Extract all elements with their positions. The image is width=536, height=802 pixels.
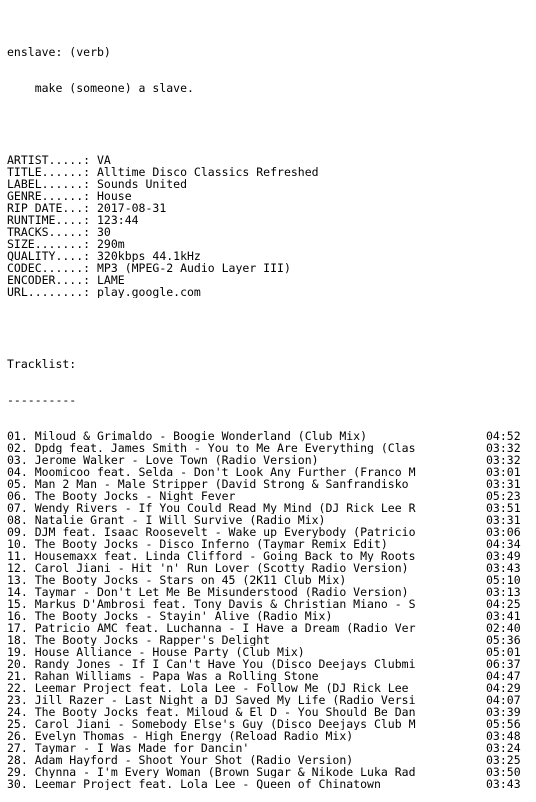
track-duration: 04:47 xyxy=(486,670,521,682)
track-row xyxy=(7,550,529,562)
track-duration: 03:48 xyxy=(486,730,521,742)
track-title: 16. The Booty Jocks - Stayin' Alive (Radio Mix) xyxy=(7,610,333,622)
release-info-line: RIP DATE...: 2017-08-31 xyxy=(7,202,167,214)
track-title: 27. Taymar - I Was Made for Dancin' xyxy=(7,742,250,754)
track-title: 18. The Booty Jocks - Rapper's Delight xyxy=(7,634,271,646)
track-title: 09. DJM feat. Isaac Roosevelt - Wake up Everybody (Patricio xyxy=(7,526,416,538)
track-title: 19. House Alliance - House Party (Club Mix) xyxy=(7,646,305,658)
track-duration: 03:32 xyxy=(486,454,521,466)
track-title: 24. The Booty Jocks feat. Miloud & El D - You Should Be Dan xyxy=(7,706,416,718)
track-title: 11. Housemaxx feat. Linda Clifford - Going Back to My Roots xyxy=(7,550,416,562)
release-info-line: RUNTIME....: 123:44 xyxy=(7,214,139,226)
track-row xyxy=(7,538,529,550)
track-row xyxy=(7,634,529,646)
track-duration: 04:07 xyxy=(486,694,521,706)
track-title: 01. Miloud & Grimaldo - Boogie Wonderland (Club Mix) xyxy=(7,430,368,442)
release-info-line: TRACKS.....: 30 xyxy=(7,226,111,238)
track-row xyxy=(7,670,529,682)
track-row xyxy=(7,502,529,514)
track-title: 08. Natalie Grant - I Will Survive (Radio Mix) xyxy=(7,514,326,526)
track-title: 28. Adam Hayford - Shoot Your Shot (Radio Version) xyxy=(7,754,354,766)
track-title: 15. Markus D'Ambrosi feat. Tony Davis & Christian Miano - S xyxy=(7,598,416,610)
track-duration: 03:51 xyxy=(486,502,521,514)
track-duration: 05:01 xyxy=(486,646,521,658)
spacer xyxy=(7,118,529,130)
track-title: 07. Wendy Rivers - If You Could Read My Mind (DJ Rick Lee R xyxy=(7,502,416,514)
track-title: 14. Taymar - Don't Let Me Be Misunderstood (Radio Version) xyxy=(7,586,409,598)
track-title: 12. Carol Jiani - Hit 'n' Run Lover (Scotty Radio Version) xyxy=(7,562,409,574)
track-row xyxy=(7,598,529,610)
track-title: 04. Moomicoo feat. Selda - Don't Look Any Further (Franco M xyxy=(7,466,416,478)
track-duration: 04:34 xyxy=(486,538,521,550)
track-row xyxy=(7,526,529,538)
track-duration: 03:25 xyxy=(486,754,521,766)
release-info-line: SIZE.......: 290m xyxy=(7,238,125,250)
definition-line-2: make (someone) a slave. xyxy=(7,82,194,94)
track-title: 05. Man 2 Man - Male Stripper (David Strong & Sanfrandisko xyxy=(7,478,409,490)
track-duration: 06:37 xyxy=(486,658,521,670)
track-row xyxy=(7,754,529,766)
track-duration: 03:50 xyxy=(486,766,521,778)
release-info-line: URL........: play.google.com xyxy=(7,286,201,298)
track-duration: 05:56 xyxy=(486,718,521,730)
track-row xyxy=(7,442,529,454)
release-info-line: TITLE......: Alltime Disco Classics Refreshed xyxy=(7,166,319,178)
track-duration: 03:49 xyxy=(486,550,521,562)
track-duration: 03:32 xyxy=(486,442,521,454)
track-row xyxy=(7,574,529,586)
track-duration: 02:40 xyxy=(486,622,521,634)
track-title: 10. The Booty Jocks - Disco Inferno (Taymar Remix Edit) xyxy=(7,538,388,550)
track-duration: 04:25 xyxy=(486,598,521,610)
release-info-line: ARTIST.....: VA xyxy=(7,154,111,166)
track-duration: 03:41 xyxy=(486,610,521,622)
track-row xyxy=(7,466,529,478)
track-row xyxy=(7,514,529,526)
track-row xyxy=(7,718,529,730)
track-duration: 03:31 xyxy=(486,514,521,526)
track-row xyxy=(7,454,529,466)
track-title: 22. Leemar Project feat. Lola Lee - Follow Me (DJ Rick Lee xyxy=(7,682,409,694)
track-duration: 05:36 xyxy=(486,634,521,646)
track-duration: 03:43 xyxy=(486,562,521,574)
track-row xyxy=(7,742,529,754)
track-title: 30. Leemar Project feat. Lola Lee - Queen of Chinatown xyxy=(7,778,381,790)
track-title: 23. Jill Razer - Last Night a DJ Saved My Life (Radio Versi xyxy=(7,694,416,706)
release-info-line: CODEC......: MP3 (MPEG-2 Audio Layer III) xyxy=(7,262,291,274)
track-duration: 03:13 xyxy=(486,586,521,598)
track-title: 13. The Booty Jocks - Stars on 45 (2K11 Club Mix) xyxy=(7,574,347,586)
track-row xyxy=(7,706,529,718)
track-duration: 04:29 xyxy=(486,682,521,694)
release-info-line: LABEL......: Sounds United xyxy=(7,178,188,190)
track-title: 17. Patricio AMC feat. Luchanna - I Have a Dream (Radio Ver xyxy=(7,622,416,634)
track-row xyxy=(7,430,529,442)
track-title: 29. Chynna - I'm Every Woman (Brown Sugar & Nikode Luka Rad xyxy=(7,766,416,778)
spacer xyxy=(7,322,529,334)
track-duration: 03:31 xyxy=(486,478,521,490)
track-row xyxy=(7,610,529,622)
track-row xyxy=(7,478,529,490)
track-row xyxy=(7,586,529,598)
track-title: 06. The Booty Jocks - Night Fever xyxy=(7,490,236,502)
track-row xyxy=(7,682,529,694)
track-duration: 05:10 xyxy=(486,574,521,586)
track-row xyxy=(7,562,529,574)
track-row xyxy=(7,658,529,670)
track-row xyxy=(7,646,529,658)
track-duration: 05:23 xyxy=(486,490,521,502)
tracklist-heading: Tracklist: xyxy=(7,358,77,370)
release-info-line: ENCODER....: LAME xyxy=(7,274,125,286)
track-duration: 03:43 xyxy=(486,778,521,790)
track-title: 02. Dpdg feat. James Smith - You to Me Are Everything (Clas xyxy=(7,442,416,454)
track-title: 25. Carol Jiani - Somebody Else's Guy (Disco Deejays Club M xyxy=(7,718,416,730)
nfo-document xyxy=(7,22,529,802)
release-info xyxy=(7,154,529,298)
tracklist xyxy=(7,430,529,790)
tracklist-rule: ---------- xyxy=(7,394,77,406)
track-duration: 03:39 xyxy=(486,706,521,718)
release-info-line: GENRE......: House xyxy=(7,190,132,202)
release-info-line: QUALITY....: 320kbps 44.1kHz xyxy=(7,250,201,262)
track-title: 03. Jerome Walker - Love Town (Radio Version) xyxy=(7,454,319,466)
track-title: 26. Evelyn Thomas - High Energy (Reload Radio Mix) xyxy=(7,730,354,742)
track-row xyxy=(7,490,529,502)
track-row xyxy=(7,766,529,778)
track-row xyxy=(7,778,529,790)
definition-line-1: enslave: (verb) xyxy=(7,46,111,58)
track-row xyxy=(7,694,529,706)
track-duration: 04:52 xyxy=(486,430,521,442)
track-duration: 03:06 xyxy=(486,526,521,538)
track-duration: 03:01 xyxy=(486,466,521,478)
track-title: 21. Rahan Williams - Papa Was a Rolling Stone xyxy=(7,670,319,682)
track-duration: 03:24 xyxy=(486,742,521,754)
track-title: 20. Randy Jones - If I Can't Have You (Disco Deejays Clubmi xyxy=(7,658,416,670)
track-row xyxy=(7,730,529,742)
